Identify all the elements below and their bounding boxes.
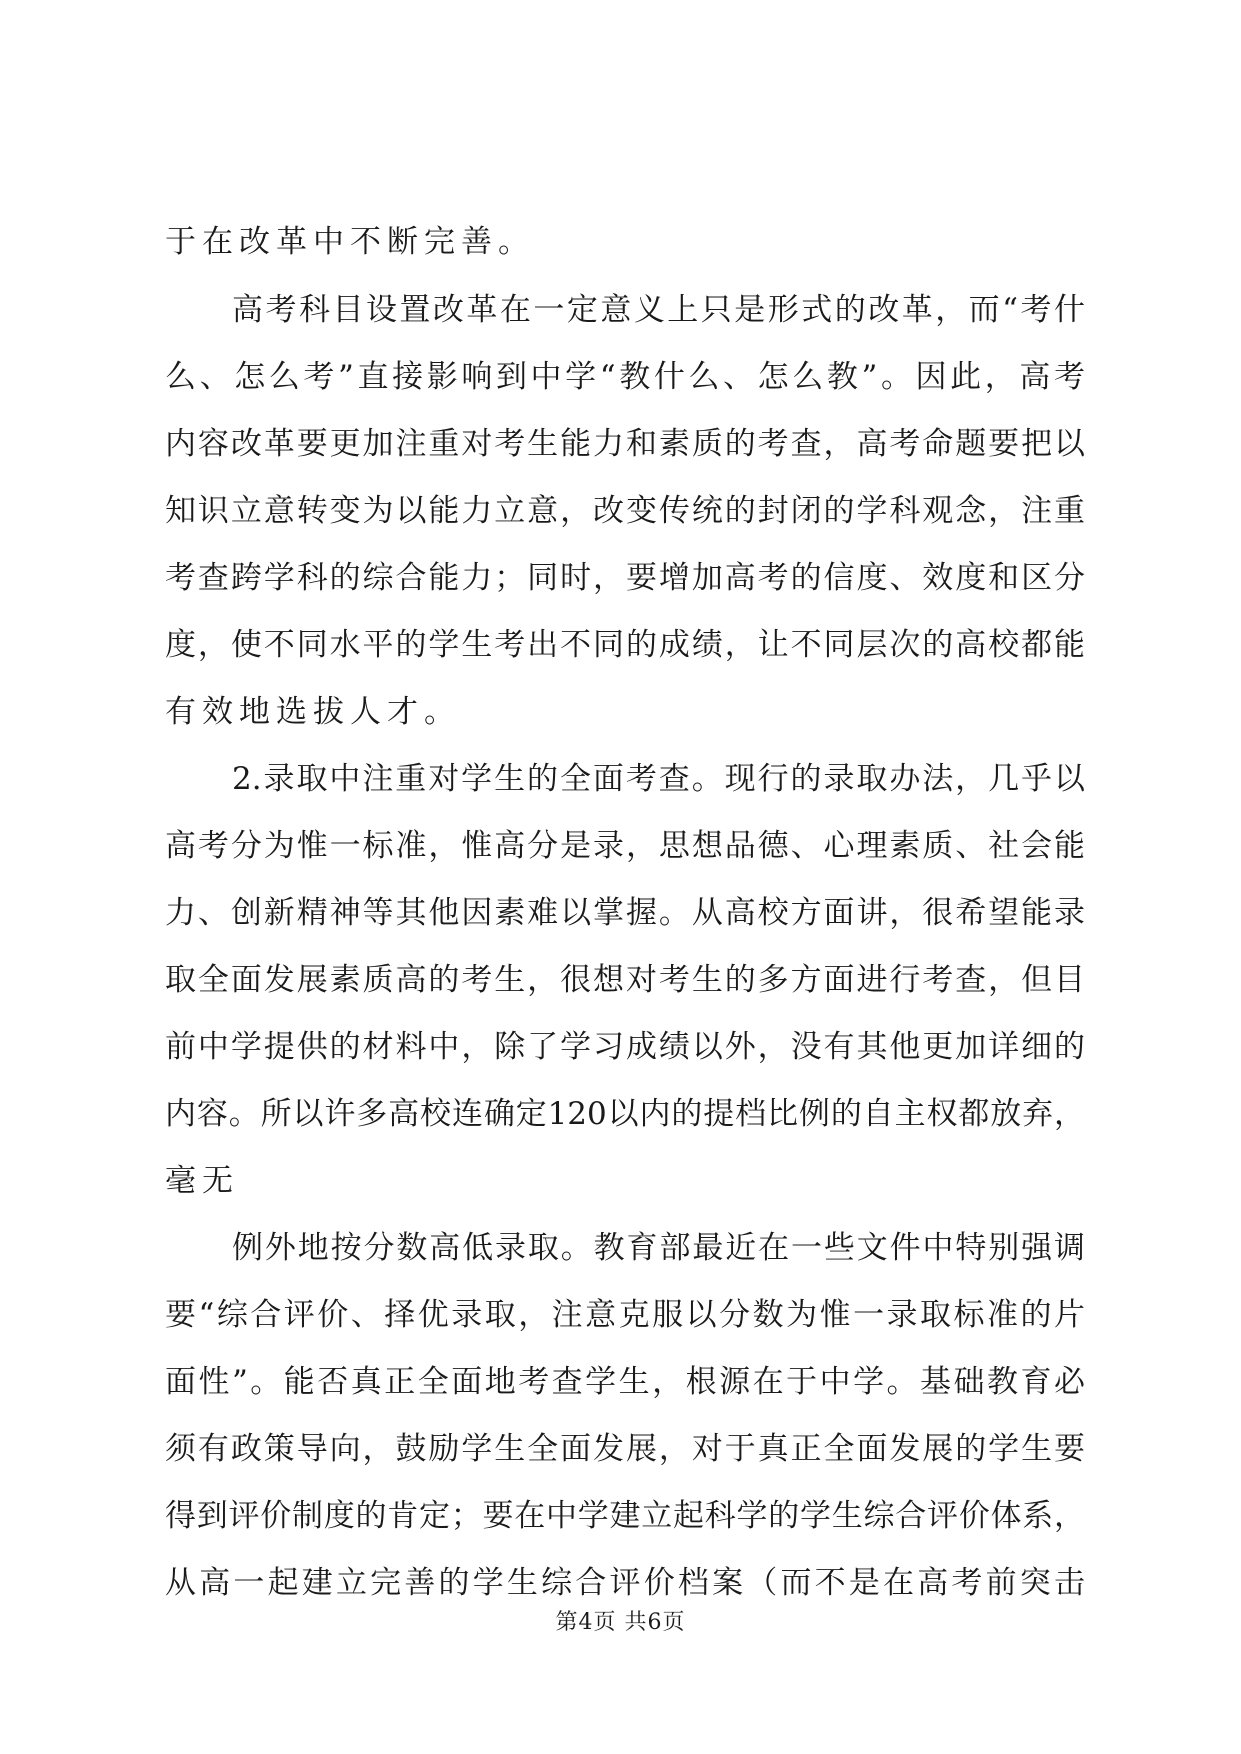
text-line: 有效地选拔人才。 <box>165 694 461 730</box>
text-line: 考查跨学科的综合能力；同时，要增加高考的信度、效度和区分 <box>165 560 1085 596</box>
text-line: 得到评价制度的肯定；要在中学建立起科学的学生综合评价体系， <box>165 1498 1085 1534</box>
text-line: 要“综合评价、择优录取，注意克服以分数为惟一录取标准的片 <box>165 1297 1085 1333</box>
text-line: 面性”。能否真正全面地考查学生，根源在于中学。基础教育必 <box>165 1364 1085 1400</box>
text-line: 度，使不同水平的学生考出不同的成绩，让不同层次的高校都能 <box>165 627 1085 663</box>
text-line: 从高一起建立完善的学生综合评价档案（而不是在高考前突击 <box>165 1565 1085 1601</box>
text-line: 么、怎么考”直接影响到中学“教什么、怎么教”。因此，高考 <box>165 359 1085 395</box>
text-line: 知识立意转变为以能力立意，改变传统的封闭的学科观念，注重 <box>165 493 1085 529</box>
page-footer: 第4页 共6页 <box>555 1610 686 1635</box>
text-line: 前中学提供的材料中，除了学习成绩以外，没有其他更加详细的 <box>165 1029 1085 1065</box>
text-line: 取全面发展素质高的考生，很想对考生的多方面进行考查，但目 <box>165 962 1085 998</box>
text-line: 于在改革中不断完善。 <box>165 224 535 260</box>
text-line: 内容改革要更加注重对考生能力和素质的考查，高考命题要把以 <box>165 426 1085 462</box>
text-line: 高考科目设置改革在一定意义上只是形式的改革，而“考什 <box>232 292 1085 328</box>
text-line: 力、创新精神等其他因素难以掌握。从高校方面讲，很希望能录 <box>165 895 1085 931</box>
text-line: 高考分为惟一标准，惟高分是录，思想品德、心理素质、社会能 <box>165 828 1085 864</box>
text-line: 2.录取中注重对学生的全面考查。现行的录取办法，几乎以 <box>232 761 1085 797</box>
text-line: 例外地按分数高低录取。教育部最近在一些文件中特别强调 <box>232 1230 1085 1266</box>
text-line: 须有政策导向，鼓励学生全面发展，对于真正全面发展的学生要 <box>165 1431 1085 1467</box>
text-line: 毫无 <box>165 1163 239 1199</box>
text-line: 内容。所以许多高校连确定120以内的提档比例的自主权都放弃， <box>165 1096 1085 1132</box>
